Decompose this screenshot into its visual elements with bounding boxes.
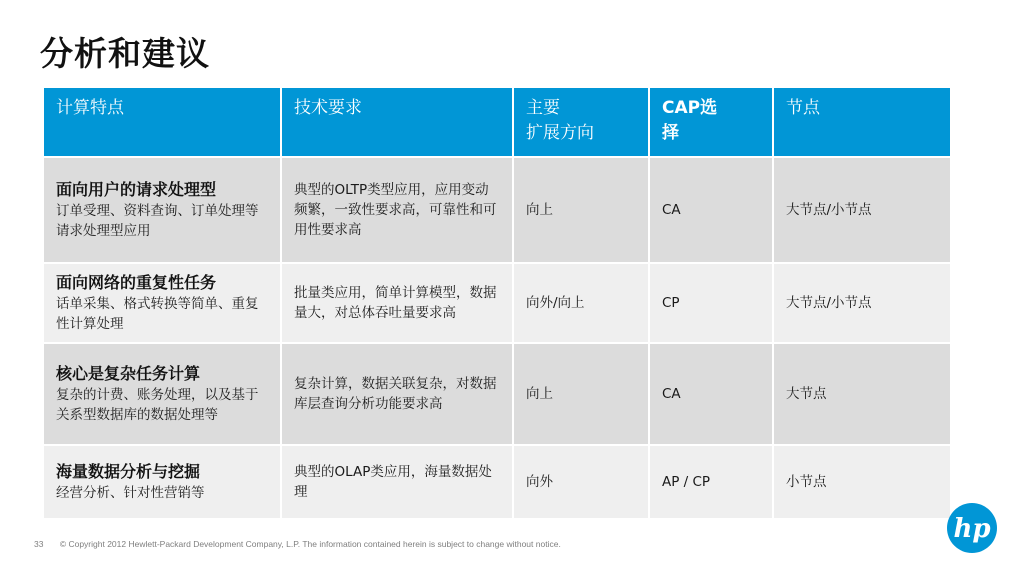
header-cap-choice: CAP选 择 xyxy=(650,88,772,156)
feature-cell xyxy=(44,446,280,518)
node-cell: 小节点 xyxy=(774,446,950,518)
cap-cell: AP / CP xyxy=(650,446,772,518)
cap-cell: CP xyxy=(650,264,772,342)
feature-title: 面向网络的重复性任务 xyxy=(56,273,217,292)
direction-cell: 向外 xyxy=(514,446,648,518)
hp-logo-icon xyxy=(946,502,998,554)
header-calc-features: 计算特点 xyxy=(44,88,280,156)
header-main-direction: 主要 扩展方向 xyxy=(514,88,648,156)
table-header-row xyxy=(44,88,950,156)
slide-title: 分析和建议 xyxy=(40,34,210,73)
header-tech-requirements: 技术要求 xyxy=(282,88,512,156)
hp-logo-text: hp xyxy=(953,514,991,544)
tech-cell: 典型的OLTP类型应用，应用变动频繁，一致性要求高，可靠性和可用性要求高 xyxy=(282,158,512,262)
table-row xyxy=(44,446,950,518)
page-number: 33 xyxy=(34,539,44,549)
node-cell: 大节点/小节点 xyxy=(774,264,950,342)
feature-cell xyxy=(44,158,280,262)
table-row xyxy=(44,158,950,262)
copyright-notice: © Copyright 2012 Hewlett-Packard Development Company, L.P. The information contained herein is subject to change without notice. xyxy=(59,539,561,549)
direction-cell: 向外/向上 xyxy=(514,264,648,342)
table-row xyxy=(44,264,950,342)
header-node: 节点 xyxy=(774,88,950,156)
feature-title: 面向用户的请求处理型 xyxy=(56,180,217,199)
feature-description: 经营分析、针对性营销等 xyxy=(56,485,205,501)
table-row xyxy=(44,344,950,444)
analysis-table xyxy=(42,86,952,520)
node-cell: 大节点/小节点 xyxy=(774,158,950,262)
feature-cell xyxy=(44,264,280,342)
cap-cell: CA xyxy=(650,158,772,262)
feature-title: 核心是复杂任务计算 xyxy=(56,364,201,383)
footer xyxy=(34,539,561,549)
tech-cell: 复杂计算，数据关联复杂，对数据库层查询分析功能要求高 xyxy=(282,344,512,444)
direction-cell: 向上 xyxy=(514,158,648,262)
tech-cell: 批量类应用，简单计算模型，数据量大，对总体吞吐量要求高 xyxy=(282,264,512,342)
node-cell: 大节点 xyxy=(774,344,950,444)
feature-description: 话单采集、格式转换等简单、重复性计算处理 xyxy=(56,296,259,332)
feature-cell xyxy=(44,344,280,444)
feature-description: 订单受理、资料查询、订单处理等请求处理型应用 xyxy=(56,203,259,239)
tech-cell: 典型的OLAP类应用，海量数据处理 xyxy=(282,446,512,518)
cap-cell: CA xyxy=(650,344,772,444)
direction-cell: 向上 xyxy=(514,344,648,444)
feature-title: 海量数据分析与挖掘 xyxy=(56,462,201,481)
feature-description: 复杂的计费、账务处理，以及基于关系型数据库的数据处理等 xyxy=(56,387,259,423)
